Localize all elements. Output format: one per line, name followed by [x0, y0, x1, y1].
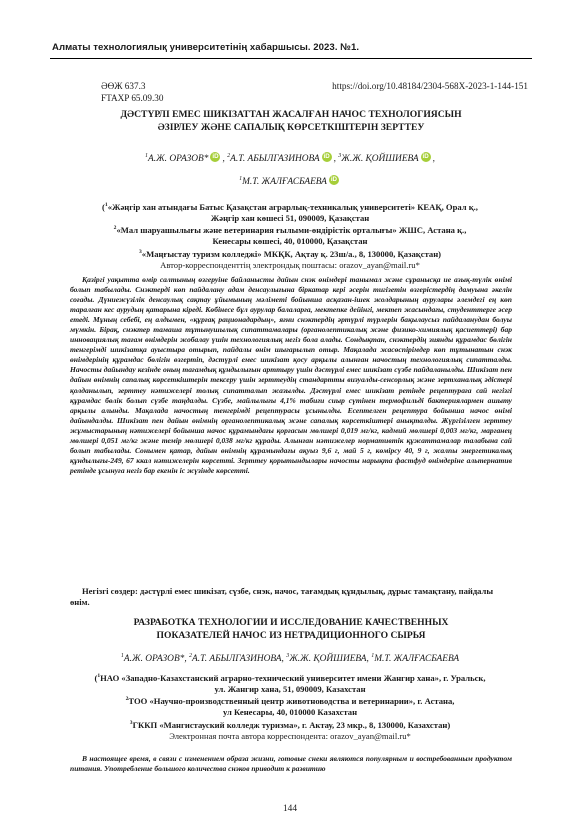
- header-divider: [50, 58, 532, 59]
- ru-abstract: В настоящее время, в связи с изменением образа жизни, готовые снеки являются популярным и востребованным продуктом питания. Употребление большого количества снэков приводит к развитию: [70, 754, 512, 774]
- affiliation-1-address: Жәңгір хан көшесі 51, 090009, Қазақстан: [210, 212, 370, 223]
- affiliation-1: ($^1$«Жәңгір хан атындағы Батыс Қазақстан аграрлық-техникалық университеті» КЕАҚ, Орал қ.,: [102, 201, 478, 212]
- affiliation-2-address: ул Кенесары, 40, 010000 Казахстан: [222, 707, 358, 718]
- udc-code: ӘӨЖ 637.3: [101, 81, 146, 91]
- corresponding-email: Электронная почта автора корреспондента: orazov_ayan@mail.ru*: [169, 730, 411, 741]
- ru-title: [60, 617, 522, 642]
- orcid-icon[interactable]: iD: [323, 153, 330, 161]
- kz-title-line: ДӘСТҮРЛІ ЕМЕС ШИКІЗАТТАН ЖАСАЛҒАН НАЧОС ТЕХНОЛОГИЯСЫН: [120, 109, 462, 120]
- doi-link[interactable]: https://doi.org/10.48184/2304-568X-2023-1-144-151: [332, 81, 528, 91]
- author-affil-sup: 2: [227, 153, 231, 159]
- author-name: А.Т. АБЫЛГАЗИНОВА,: [192, 654, 284, 665]
- author-name: М.Т. ЖАЛҒАСБАЕВА: [374, 654, 460, 665]
- author-name: М.Т. ЖАЛҒАСБАЕВА: [242, 177, 327, 188]
- kz-title-line: ӘЗІРЛЕУ ЖӘНЕ САПАЛЫҚ КӨРСЕТКІШТЕРІН ЗЕРТТЕУ: [157, 121, 425, 133]
- journal-header: Алматы технологиялық университетінің хабаршысы. 2023. №1.: [52, 42, 360, 53]
- author-name: А.Ж. ОРАЗОВ*: [148, 154, 209, 165]
- page-number: 144: [282, 804, 298, 814]
- author-name: А.Т. АБЫЛГАЗИНОВА: [230, 154, 320, 165]
- ru-title-line: РАЗРАБОТКА ТЕХНОЛОГИИ И ИССЛЕДОВАНИЕ КАЧЕСТВЕННЫХ: [133, 617, 449, 628]
- kz-authors-line2: [40, 173, 540, 188]
- orcid-icon[interactable]: iD: [212, 153, 219, 161]
- affiliation-2-address: Кенесары көшесі, 40, 010000, Қазақстан: [212, 236, 368, 247]
- orcid-icon[interactable]: iD: [422, 153, 429, 161]
- affiliation-1-address: ул. Жангир хана, 51, 090009, Казахстан: [214, 683, 366, 694]
- classification-codes: [101, 81, 163, 104]
- author-affil-sup: 1: [239, 176, 243, 183]
- affiliation-3: $^3$ГККП «Мангистауский колледж туризма», г. Актау, 23 мкр., 8, 130000, Казахстан): [129, 719, 451, 730]
- ru-title-line: ПОКАЗАТЕЛЕЙ НАЧОС ИЗ НЕТРАДИЦИОННОГО СЫРЬЯ: [156, 629, 426, 641]
- author-affil-sup: 3: [338, 153, 342, 159]
- kz-abstract: Қазіргі уақытта өмір салтының өзгеруіне байланысты дайын снэк өнімдері танымал және сұранысқа ие азық-түлік өнімі болып табылады. Снэктерді көп пайдалану адам денсаулығына біркатар кері әсерін тигізетін өзгерістердің дамуына әкелін соғады. Дүниежүзілік денсаулық сақтау ұйымының мәлімeтi бойынша асқазан-ішек жолдарының аурулары әлемдегі ең көп таралған кес аурудың қатарына кіреді. Көбінесе бұл аурулар балаларға, мектепке дейінгі, мектеп жасындағы, студенттерге әсер етеді. Мұның себебі, ең алдымен, «құрғақ рационадардың», яғни снэктердің әртүрлі түрлерін бақылаусыз пайдаланудан болуы мүмкін. Бірақ, снэктер тамаша тұтынушылық сипаттамалары (органолептикалық және физико-химиялық қасиеттері) бар инновациялық тағам өнімдерін жобалау үшін технологиялық негіз бола алады. Сондықтан, снэктердің зиянды құрамдас бөлігін тенгерімді шикізатқа ауыстыра отырып, пайдалы өнім шығарылып отыр. Мақалада жасөспірімдер көп тұтынатын снэк өнімдерінің құрамдас бөлігін өзгертіп, дәстүрлі емес шикізат қосу арқылы алынған начостың технологиялық сипаттaлды. Начосты дайындау кезінде оның тағамдық құндылығын арттыру үшін дәстүрлі емес шикізат сүзбе пайдаланылды. Шикізат пен дайын өнімнің сапалық көрсеткіштерін тексеру үшін зерттеудің стандартты визуалды-сенсорлық және зертханалық әдістері қолданылып, зерттеу нәтижелері толық сипатталып жазылды. Дәстүрлі емес шикізат ретінде рецептураға сай негізгі құрамдас бөлік болып сүзбе таңдалды. Сүзбе, майлылығы 4,1% табиғи сиыр сүтінен термофильді бактериялармен ашыту арқылы алынды. Мақалада начостың тенгерімді рецептурасы ұсынылды. Есептелген рецептура бойынша начос өнімі дайындалды. Шикізат пен дайын өнімнің органолептикалық және сапалық көрсеткіштері анықталды. Жүргізілген зерттеу жұмыстарының нәтижелері бойынша начос құрамындағы қорғасын мөлшері 0,019 мг/кг, кадмий мөлшері 0,003 мг/кг, марганец мөлшері 0,051 мг/кг және темір мөлшері 0,038 мг/кг құрады. Алынған нәтижелер нормативтік құжаттамалар талабына сай болып табылады. Сонымен қатар, дайын өнімнің құрамындағы ақуыз 9,6 г, май 5 г, көмірсу 40, 9 г, жалпы энергетикалық құндылығы-249, 67 ккал нәтижелерін көрсетті. Зерттеу қорытындылары начосты нарықта фастфуд өнімдеріне альтернатив ретінде ұсынуға негіз бар екенін іс жүзінде көрсетті.: [70, 275, 512, 475]
- author-name: Ж.Ж. ҚОЙШИЕВА,: [289, 654, 369, 665]
- kz-affiliations: [40, 200, 540, 270]
- kz-keywords: Негізгі сөздер: дәстүрлі емес шикізат, сүзбе, снэк, начос, тағамдық құндылық, дұрыс тамақтану, пайдалы өнім.: [70, 586, 494, 607]
- corresponding-email: Автор-корреспонденттің электрондық поштасы: orazov_ayan@mail.ru*: [160, 259, 420, 270]
- affiliation-3: $^3$«Маңғыстау туризм колледжі» МКҚК, Ақтау қ. 23ш/а., 8, 130000, Қазақстан): [138, 248, 442, 259]
- kz-title: [60, 109, 522, 134]
- ru-affiliations: [40, 671, 540, 741]
- author-name: Ж.Ж. ҚОЙШИЕВА: [341, 154, 419, 165]
- ru-authors: $^1$А.Ж. ОРАЗОВ*, $^2$А.Т. АБЫЛГАЗИНОВА, $^3$Ж.Ж. ҚОЙШИЕВА, $^1$М.Т. ЖАЛҒАСБАЕВА: [120, 653, 460, 665]
- affiliation-2: $^2$«Мал шаруашылығы және ветеринария ғылыми-өндірістік орталығы» ЖШС, Астана қ.,: [113, 225, 467, 236]
- author-affil-sup: 1: [145, 153, 149, 159]
- kz-authors-line1: $^1$А.Ж. ОРАЗОВ* iD , $^2$А.Т. АБЫЛГАЗИНОВА iD , $^3$Ж.Ж. ҚОЙШИЕВА iD ,: [145, 153, 435, 165]
- affiliation-2: $^2$ТОО «Научно-производственный центр животноводства и ветеринарии», г. Астана,: [125, 696, 455, 707]
- irsti-code: FTAXP 65.09.30: [101, 92, 164, 103]
- kz-authors: [40, 150, 540, 188]
- orcid-icon[interactable]: iD: [330, 176, 338, 184]
- author-name: А.Ж. ОРАЗОВ*,: [123, 654, 187, 665]
- affiliation-1: ($^1$НАО «Западно-Казахстанский аграрно-технический университет имени Жангир хана», г. Уральск,: [94, 672, 486, 683]
